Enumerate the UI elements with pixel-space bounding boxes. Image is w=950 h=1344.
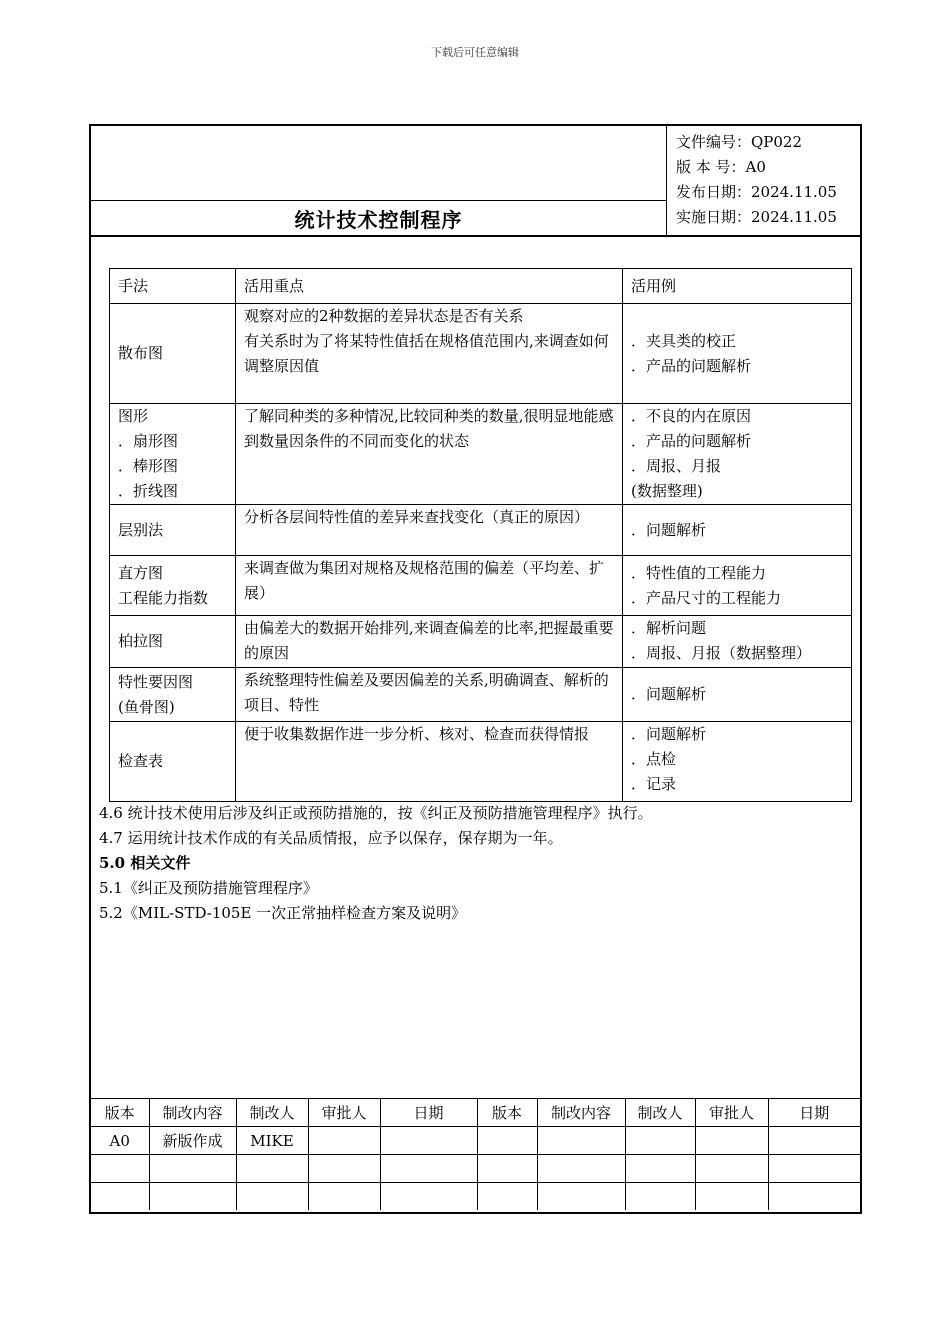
focus-cell: [236, 722, 623, 802]
rev-cell: [308, 1155, 380, 1183]
focus-text: 由偏差大的数据开始排列,来调查偏差的比率,把握最重要的原因: [244, 619, 614, 662]
method-cell: [110, 505, 236, 556]
doc-number: 文件编号：QP022: [676, 133, 803, 151]
example-item: ．夹具类的校正: [631, 331, 737, 350]
rev-header-approver: 审批人: [695, 1099, 768, 1127]
focus-cell: [236, 404, 623, 505]
method-subitem: ．扇形图: [118, 432, 179, 450]
table-header-row: [110, 269, 852, 304]
header-method: 手法: [110, 269, 236, 304]
method-subitem: ．棒形图: [118, 457, 179, 475]
rev-cell: MIKE: [236, 1127, 308, 1155]
method-name: 检查表: [118, 752, 164, 770]
rev-header-version: 版本: [91, 1099, 149, 1127]
method-cell: [110, 304, 236, 404]
example-item: ．周报、月报: [631, 457, 722, 475]
table-row: [110, 722, 852, 802]
header-examples: 活用例: [623, 269, 852, 304]
examples-cell: [623, 505, 852, 556]
table-row: [110, 304, 852, 404]
rev-header-version: 版本: [477, 1099, 537, 1127]
rev-cell: [537, 1127, 625, 1155]
document-title: 统计技术控制程序: [294, 207, 463, 232]
rev-cell: [695, 1127, 768, 1155]
watermark-text: 下载后可任意编辑: [431, 46, 519, 59]
method-name: 层别法: [118, 520, 164, 539]
rev-cell: [695, 1155, 768, 1183]
example-item: ．产品尺寸的工程能力: [631, 588, 782, 607]
example-item: ．周报、月报（数据整理）: [631, 644, 812, 662]
focus-text: 观察对应的2种数据的差异状态是否有关系: [244, 307, 524, 325]
method-name: 特性要因图: [118, 672, 194, 691]
table-row: [110, 404, 852, 505]
clause-5-1: 5.1《纠正及预防措施管理程序》: [99, 879, 318, 897]
rev-cell: [308, 1183, 380, 1211]
focus-text: 了解同种类的多种情况,比较同种类的数量,很明显地能感到数量因条件的不同而变化的状态: [244, 407, 614, 450]
focus-text: 有关系时为了将某特性值括在规格值范围内,来调查如何调整原因值: [244, 332, 609, 375]
example-item: ．产品的问题解析: [631, 432, 752, 450]
examples-cell: [623, 556, 852, 616]
rev-cell: [91, 1155, 149, 1183]
document-frame: [89, 124, 862, 1214]
rev-cell: [91, 1183, 149, 1211]
rev-cell: [768, 1155, 860, 1183]
examples-cell: [623, 616, 852, 668]
header-divider: [91, 235, 860, 237]
table-row: [110, 556, 852, 616]
clause-4-7: 4.7 运用统计技术作成的有关品质情报，应予以保存，保存期为一年。: [99, 829, 563, 847]
focus-text: 系统整理特性偏差及要因偏差的关系,明确调查、解析的项目、特性: [244, 671, 609, 714]
focus-text: 来调查做为集团对规格及规格范围的偏差（平均差、扩展）: [244, 559, 605, 602]
examples-cell: [623, 668, 852, 722]
header-blank-cell: [91, 126, 666, 201]
example-item: ．不良的内在原因: [631, 407, 752, 425]
example-item: ．点检: [631, 750, 677, 768]
method-name: (鱼骨图): [118, 697, 175, 716]
rev-cell: [380, 1183, 477, 1211]
rev-header-date: 日期: [768, 1099, 860, 1127]
section-heading-5-0: 5.0 相关文件: [99, 854, 191, 872]
method-cell: [110, 404, 236, 505]
table-row: [110, 668, 852, 722]
rev-header-editor: 制改人: [236, 1099, 308, 1127]
revision-row: [91, 1127, 860, 1155]
table-row: [110, 505, 852, 556]
rev-cell: [236, 1155, 308, 1183]
examples-cell: [623, 304, 852, 404]
body-section: [99, 801, 849, 926]
focus-cell: [236, 505, 623, 556]
examples-cell: [623, 722, 852, 802]
rev-header-editor: 制改人: [625, 1099, 695, 1127]
clause-4-6: 4.6 统计技术使用后涉及纠正或预防措施的，按《纠正及预防措施管理程序》执行。: [99, 804, 653, 822]
rev-cell: [308, 1127, 380, 1155]
document-info-block: [666, 126, 860, 235]
method-name: 柏拉图: [118, 632, 164, 650]
rev-header-content: 制改内容: [537, 1099, 625, 1127]
rev-header-content: 制改内容: [149, 1099, 236, 1127]
example-item: ．问题解析: [631, 725, 707, 743]
rev-cell: [625, 1127, 695, 1155]
examples-cell: [623, 404, 852, 505]
method-cell: [110, 668, 236, 722]
example-item: ．产品的问题解析: [631, 356, 752, 375]
rev-cell: [625, 1183, 695, 1211]
table-row: [110, 616, 852, 668]
example-item: ．问题解析: [631, 520, 707, 539]
rev-cell: [768, 1127, 860, 1155]
rev-cell: [625, 1155, 695, 1183]
method-name: 散布图: [118, 344, 164, 362]
rev-cell: [380, 1127, 477, 1155]
rev-cell: [477, 1183, 537, 1211]
effective-date: 实施日期：2024.11.05: [676, 208, 837, 226]
method-cell: [110, 556, 236, 616]
rev-cell: [537, 1155, 625, 1183]
revision-header-row: [91, 1099, 860, 1127]
rev-cell: [695, 1183, 768, 1211]
rev-cell: [477, 1127, 537, 1155]
revision-row: [91, 1183, 860, 1211]
method-cell: [110, 722, 236, 802]
method-name: 直方图: [118, 563, 164, 582]
clause-5-2: 5.2《MIL-STD-105E 一次正常抽样检查方案及说明》: [99, 904, 467, 922]
rev-header-approver: 审批人: [308, 1099, 380, 1127]
example-item: (数据整理): [631, 482, 703, 500]
rev-header-date: 日期: [380, 1099, 477, 1127]
focus-cell: [236, 668, 623, 722]
revision-history-table: [91, 1098, 860, 1210]
rev-cell: A0: [91, 1127, 149, 1155]
rev-cell: [236, 1183, 308, 1211]
example-item: ．问题解析: [631, 685, 707, 703]
doc-version: 版 本 号：A0: [676, 158, 766, 176]
example-item: ．记录: [631, 775, 677, 793]
example-item: ．解析问题: [631, 619, 707, 637]
rev-cell: [477, 1155, 537, 1183]
rev-cell: 新版作成: [149, 1127, 236, 1155]
issue-date: 发布日期：2024.11.05: [676, 183, 837, 201]
example-item: ．特性值的工程能力: [631, 563, 767, 582]
focus-cell: [236, 304, 623, 404]
method-name: 图形: [118, 407, 149, 425]
method-name: 工程能力指数: [118, 588, 209, 607]
focus-cell: [236, 616, 623, 668]
header-focus: 活用重点: [236, 269, 623, 304]
focus-text: 便于收集数据作进一步分析、核对、检查而获得情报: [244, 725, 590, 743]
rev-cell: [380, 1155, 477, 1183]
rev-cell: [537, 1183, 625, 1211]
rev-cell: [768, 1183, 860, 1211]
rev-cell: [149, 1155, 236, 1183]
statistical-methods-table: [109, 268, 852, 802]
method-cell: [110, 616, 236, 668]
rev-cell: [149, 1183, 236, 1211]
method-subitem: ．折线图: [118, 482, 179, 500]
focus-text: 分析各层间特性值的差异来查找变化（真正的原因）: [244, 508, 590, 526]
focus-cell: [236, 556, 623, 616]
revision-row: [91, 1155, 860, 1183]
